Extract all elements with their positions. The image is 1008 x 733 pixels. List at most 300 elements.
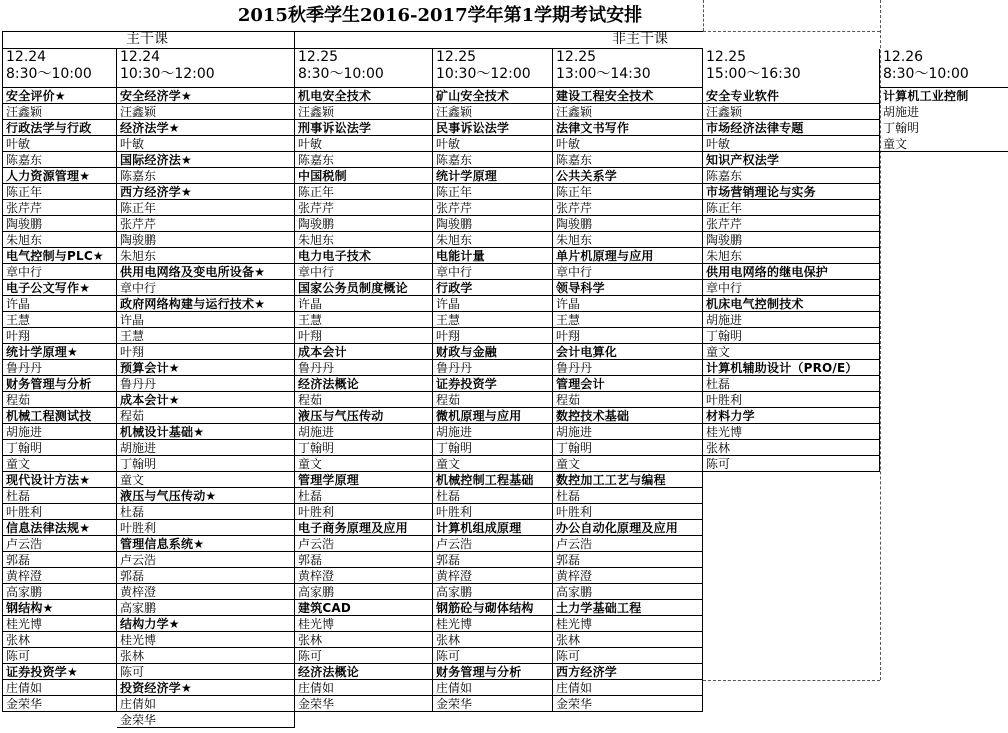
teacher-name: 郭磊 <box>6 553 31 567</box>
left-border <box>2 31 3 712</box>
column-time: 13:00～14:30 <box>556 66 651 82</box>
course-name: 国际经济法★ <box>120 153 192 167</box>
teacher-name: 陶骏鹏 <box>120 233 157 247</box>
teacher-name: 金荣华 <box>556 697 593 711</box>
row-divider <box>295 487 433 488</box>
teacher-name: 陶骏鹏 <box>6 217 43 231</box>
row-divider <box>703 199 880 200</box>
teacher-name: 桂光博 <box>556 617 593 631</box>
row-divider <box>553 551 703 552</box>
teacher-name: 叶胜利 <box>298 505 335 519</box>
row-divider <box>3 615 117 616</box>
row-divider <box>553 567 703 568</box>
teacher-name: 丁翰明 <box>298 441 335 455</box>
teacher-name: 张芹芹 <box>436 201 473 215</box>
teacher-name: 桂光博 <box>120 633 157 647</box>
teacher-name: 童文 <box>436 457 461 471</box>
teacher-name: 鲁丹丹 <box>298 361 335 375</box>
course-name: 机电安全技术 <box>298 89 372 103</box>
teacher-name: 卢云浩 <box>6 537 43 551</box>
row-divider <box>3 631 117 632</box>
row-divider <box>553 343 703 344</box>
row-divider <box>553 503 703 504</box>
course-name: 电子公文写作★ <box>6 281 91 295</box>
row-divider <box>553 663 703 664</box>
row-divider <box>295 215 433 216</box>
course-name: 液压与气压传动★ <box>120 489 217 503</box>
row-divider <box>3 375 117 376</box>
course-name: 办公自动化原理及应用 <box>556 521 679 535</box>
course-name: 机械设计基础★ <box>120 425 205 439</box>
teacher-name: 叶胜利 <box>706 393 743 407</box>
row-divider <box>3 487 117 488</box>
teacher-name: 黄梓澄 <box>556 569 593 583</box>
row-divider <box>433 135 553 136</box>
row-divider <box>553 199 703 200</box>
row-divider <box>433 551 553 552</box>
course-name: 知识产权法学 <box>706 153 780 167</box>
row-divider <box>3 567 117 568</box>
column-divider <box>116 49 117 712</box>
row-divider <box>553 423 703 424</box>
row-divider <box>703 247 880 248</box>
teacher-name: 叶翔 <box>556 329 581 343</box>
teacher-name: 鲁丹丹 <box>6 361 43 375</box>
row-divider <box>295 695 433 696</box>
course-name: 领导科学 <box>556 281 605 295</box>
course-name: 钢筋砼与砌体结构 <box>436 601 534 615</box>
course-name: 财务管理与分析 <box>6 377 92 391</box>
row-divider <box>3 423 117 424</box>
row-divider <box>433 647 553 648</box>
course-name: 财务管理与分析 <box>436 665 522 679</box>
dashed-divider <box>880 0 881 680</box>
row-divider <box>433 263 553 264</box>
row-divider <box>117 679 295 680</box>
teacher-name: 程茹 <box>120 409 145 423</box>
row-divider <box>3 535 117 536</box>
row-divider <box>703 311 880 312</box>
row-divider <box>433 679 553 680</box>
teacher-name: 卢云浩 <box>298 537 335 551</box>
course-name: 刑事诉讼法学 <box>298 121 372 135</box>
row-divider <box>433 167 553 168</box>
teacher-name: 高家鹏 <box>298 585 335 599</box>
column-header-2 <box>117 49 295 87</box>
teacher-name: 张林 <box>298 633 323 647</box>
teacher-name: 金荣华 <box>6 697 43 711</box>
row-divider <box>295 199 433 200</box>
course-name: 微机原理与应用 <box>436 409 522 423</box>
row-divider <box>3 519 117 520</box>
row-divider <box>295 711 433 712</box>
row-divider <box>117 199 295 200</box>
column-date: 12.25 <box>706 49 747 65</box>
row-divider <box>433 391 553 392</box>
teacher-name: 卢云浩 <box>120 553 157 567</box>
teacher-name: 桂光博 <box>436 617 473 631</box>
row-divider <box>553 311 703 312</box>
row-divider <box>117 375 295 376</box>
teacher-name: 叶翔 <box>298 329 323 343</box>
row-divider <box>117 391 295 392</box>
teacher-name: 金荣华 <box>436 697 473 711</box>
course-name: 电能计量 <box>436 249 485 263</box>
teacher-name: 郭磊 <box>298 553 323 567</box>
row-divider <box>3 327 117 328</box>
teacher-name: 胡施进 <box>436 425 473 439</box>
row-divider <box>117 135 295 136</box>
teacher-name: 叶敏 <box>120 137 145 151</box>
course-name: 管理会计 <box>556 377 605 391</box>
teacher-name: 张林 <box>556 633 581 647</box>
row-divider <box>117 487 295 488</box>
teacher-name: 高家鹏 <box>120 601 157 615</box>
row-divider <box>433 279 553 280</box>
row-divider <box>3 167 117 168</box>
row-divider <box>117 215 295 216</box>
row-divider <box>553 263 703 264</box>
column-date: 12.25 <box>298 49 339 65</box>
teacher-name: 叶胜利 <box>436 505 473 519</box>
row-divider <box>117 535 295 536</box>
row-divider <box>433 519 553 520</box>
row-divider <box>433 583 553 584</box>
row-divider <box>3 119 117 120</box>
row-divider <box>295 343 433 344</box>
teacher-name: 张林 <box>436 633 461 647</box>
teacher-name: 程茹 <box>556 393 581 407</box>
row-divider <box>117 695 295 696</box>
teacher-name: 章中行 <box>120 281 157 295</box>
teacher-name: 汪鑫颖 <box>706 105 743 119</box>
teacher-name: 杜磊 <box>6 489 31 503</box>
row-divider <box>295 183 433 184</box>
row-divider <box>703 167 880 168</box>
teacher-name: 朱旭东 <box>298 233 335 247</box>
row-divider <box>295 119 433 120</box>
row-divider <box>433 535 553 536</box>
row-divider <box>3 695 117 696</box>
teacher-name: 张芹芹 <box>120 217 157 231</box>
teacher-name: 章中行 <box>556 265 593 279</box>
teacher-name: 陈正年 <box>6 185 43 199</box>
teacher-name: 高家鹏 <box>6 585 43 599</box>
course-name: 矿山安全技术 <box>436 89 510 103</box>
row-divider <box>117 471 295 472</box>
row-divider <box>295 647 433 648</box>
teacher-name: 黄梓澄 <box>6 569 43 583</box>
row-divider <box>433 615 553 616</box>
course-name: 管理信息系统★ <box>120 537 205 551</box>
column-date: 12.24 <box>120 49 161 65</box>
row-divider <box>553 711 703 712</box>
teacher-name: 张芹芹 <box>556 201 593 215</box>
row-divider <box>433 295 553 296</box>
teacher-name: 陶骏鹏 <box>436 217 473 231</box>
row-divider <box>117 327 295 328</box>
teacher-name: 金荣华 <box>120 713 157 727</box>
course-name: 经济法概论 <box>298 665 360 679</box>
teacher-name: 叶敏 <box>706 137 731 151</box>
row-divider <box>433 231 553 232</box>
teacher-name: 叶胜利 <box>556 505 593 519</box>
teacher-name: 朱旭东 <box>556 233 593 247</box>
teacher-name: 叶敏 <box>298 137 323 151</box>
row-divider <box>3 503 117 504</box>
row-divider <box>703 151 880 152</box>
course-name: 统计学原理 <box>436 169 498 183</box>
row-divider <box>117 663 295 664</box>
row-divider <box>3 599 117 600</box>
row-divider <box>703 359 880 360</box>
teacher-name: 陶骏鹏 <box>706 233 743 247</box>
row-divider <box>295 247 433 248</box>
row-divider <box>295 663 433 664</box>
row-divider <box>117 183 295 184</box>
row-divider <box>433 119 553 120</box>
column-date: 12.24 <box>6 49 47 65</box>
row-divider <box>117 263 295 264</box>
row-divider <box>295 279 433 280</box>
teacher-name: 陈可 <box>120 665 145 679</box>
row-divider <box>295 167 433 168</box>
teacher-name: 许晶 <box>298 297 323 311</box>
row-divider <box>703 423 880 424</box>
group-label-nonmain: 非主干课 <box>612 31 668 47</box>
teacher-name: 王慧 <box>556 313 581 327</box>
row-divider <box>703 455 880 456</box>
teacher-name: 陈正年 <box>706 201 743 215</box>
column-header-3 <box>295 49 433 87</box>
teacher-name: 丁翰明 <box>436 441 473 455</box>
course-name: 中国税制 <box>298 169 347 183</box>
row-divider <box>703 263 880 264</box>
row-divider <box>3 471 117 472</box>
row-divider <box>433 631 553 632</box>
row-divider <box>3 279 117 280</box>
teacher-name: 胡施进 <box>883 105 920 119</box>
course-name: 成本会计★ <box>120 393 180 407</box>
teacher-name: 黄梓澄 <box>120 585 157 599</box>
teacher-name: 杜磊 <box>298 489 323 503</box>
row-divider <box>553 327 703 328</box>
course-name: 建设工程安全技术 <box>556 89 654 103</box>
row-divider <box>295 231 433 232</box>
teacher-name: 许晶 <box>120 313 145 327</box>
row-divider <box>295 471 433 472</box>
teacher-name: 朱旭东 <box>706 249 743 263</box>
course-name: 法律文书写作 <box>556 121 630 135</box>
row-divider <box>703 407 880 408</box>
teacher-name: 张林 <box>706 441 731 455</box>
row-divider <box>117 167 295 168</box>
teacher-name: 庄倩如 <box>120 697 157 711</box>
teacher-name: 王慧 <box>120 329 145 343</box>
row-divider <box>117 519 295 520</box>
row-divider <box>433 503 553 504</box>
teacher-name: 童文 <box>556 457 581 471</box>
course-name: 政府网络构建与运行技术★ <box>120 297 266 311</box>
row-divider <box>553 247 703 248</box>
course-name: 经济法学★ <box>120 121 180 135</box>
row-divider <box>703 471 880 472</box>
row-divider <box>3 103 117 104</box>
row-divider <box>3 391 117 392</box>
teacher-name: 王慧 <box>6 313 31 327</box>
teacher-name: 陈可 <box>706 457 731 471</box>
row-divider <box>295 615 433 616</box>
teacher-name: 陈可 <box>6 649 31 663</box>
teacher-name: 章中行 <box>6 265 43 279</box>
row-divider <box>703 183 880 184</box>
teacher-name: 高家鹏 <box>436 585 473 599</box>
row-divider <box>433 711 553 712</box>
course-name: 经济法概论 <box>298 377 360 391</box>
row-divider <box>433 599 553 600</box>
teacher-name: 黄梓澄 <box>436 569 473 583</box>
row-divider <box>117 103 295 104</box>
row-divider <box>553 631 703 632</box>
row-divider <box>117 359 295 360</box>
teacher-name: 汪鑫颖 <box>6 105 43 119</box>
row-divider <box>3 551 117 552</box>
teacher-name: 卢云浩 <box>436 537 473 551</box>
course-name: 安全评价★ <box>6 89 66 103</box>
course-name: 电力电子技术 <box>298 249 372 263</box>
row-divider <box>117 423 295 424</box>
row-divider <box>3 439 117 440</box>
row-divider <box>295 103 433 104</box>
column-time: 8:30～10:00 <box>883 66 969 82</box>
row-divider <box>117 407 295 408</box>
row-divider <box>553 695 703 696</box>
row-divider <box>553 535 703 536</box>
teacher-name: 汪鑫颖 <box>298 105 335 119</box>
teacher-name: 陈嘉东 <box>120 169 157 183</box>
row-divider <box>553 215 703 216</box>
row-divider <box>3 359 117 360</box>
row-divider <box>553 167 703 168</box>
row-divider <box>553 391 703 392</box>
row-divider <box>295 327 433 328</box>
row-divider <box>433 103 553 104</box>
row-divider <box>553 119 703 120</box>
row-divider <box>3 295 117 296</box>
column-divider <box>432 49 433 712</box>
row-divider <box>3 215 117 216</box>
course-name: 电子商务原理及应用 <box>298 521 408 535</box>
teacher-name: 丁翰明 <box>883 121 920 135</box>
teacher-name: 张芹芹 <box>6 201 43 215</box>
teacher-name: 陶骏鹏 <box>556 217 593 231</box>
row-divider <box>117 647 295 648</box>
row-divider <box>3 407 117 408</box>
course-name: 数控加工工艺与编程 <box>556 473 666 487</box>
course-name: 计算机工业控制 <box>883 89 969 103</box>
course-name: 证券投资学 <box>436 377 498 391</box>
group-divider <box>294 31 295 49</box>
row-divider <box>703 391 880 392</box>
row-divider <box>295 583 433 584</box>
course-name: 供用电网络的继电保护 <box>706 265 829 279</box>
teacher-name: 陈正年 <box>436 185 473 199</box>
teacher-name: 张林 <box>120 649 145 663</box>
row-divider <box>553 151 703 152</box>
row-divider <box>117 599 295 600</box>
course-name: 材料力学 <box>706 409 755 423</box>
teacher-name: 胡施进 <box>120 441 157 455</box>
teacher-name: 郭磊 <box>436 553 461 567</box>
row-divider <box>433 439 553 440</box>
course-name: 建筑CAD <box>298 601 352 615</box>
teacher-name: 王慧 <box>298 313 323 327</box>
row-divider <box>295 567 433 568</box>
row-divider <box>117 343 295 344</box>
row-divider <box>3 679 117 680</box>
teacher-name: 叶敏 <box>6 137 31 151</box>
teacher-name: 汪鑫颖 <box>120 105 157 119</box>
row-divider <box>553 375 703 376</box>
row-divider <box>433 247 553 248</box>
row-divider <box>117 615 295 616</box>
teacher-name: 黄梓澄 <box>298 569 335 583</box>
teacher-name: 庄倩如 <box>298 681 335 695</box>
row-divider <box>433 359 553 360</box>
row-divider <box>3 231 117 232</box>
teacher-name: 程茹 <box>6 393 31 407</box>
teacher-name: 庄倩如 <box>6 681 43 695</box>
row-divider <box>3 583 117 584</box>
row-divider <box>703 279 880 280</box>
row-divider <box>117 503 295 504</box>
column-header-7 <box>880 49 1008 87</box>
teacher-name: 丁翰明 <box>120 457 157 471</box>
row-divider <box>295 455 433 456</box>
teacher-name: 金荣华 <box>298 697 335 711</box>
row-divider <box>295 295 433 296</box>
row-divider <box>295 679 433 680</box>
teacher-name: 许晶 <box>6 297 31 311</box>
teacher-name: 郭磊 <box>556 553 581 567</box>
row-divider <box>295 503 433 504</box>
row-divider <box>553 359 703 360</box>
row-divider <box>553 183 703 184</box>
row-divider <box>433 455 553 456</box>
teacher-name: 陈正年 <box>298 185 335 199</box>
course-name: 机床电气控制技术 <box>706 297 804 311</box>
row-divider <box>703 295 880 296</box>
row-divider <box>703 119 880 120</box>
row-divider <box>703 375 880 376</box>
course-name: 公共关系学 <box>556 169 618 183</box>
row-divider <box>553 647 703 648</box>
teacher-name: 庄倩如 <box>556 681 593 695</box>
teacher-name: 张林 <box>6 633 31 647</box>
row-divider <box>117 711 295 712</box>
row-divider <box>433 215 553 216</box>
row-divider <box>553 679 703 680</box>
row-divider <box>295 391 433 392</box>
teacher-name: 鲁丹丹 <box>436 361 473 375</box>
row-divider <box>433 311 553 312</box>
row-divider <box>3 455 117 456</box>
course-name: 单片机原理与应用 <box>556 249 654 263</box>
teacher-name: 杜磊 <box>706 377 731 391</box>
row-divider <box>3 263 117 264</box>
column-time: 10:30～12:00 <box>120 66 215 82</box>
row-divider <box>295 359 433 360</box>
